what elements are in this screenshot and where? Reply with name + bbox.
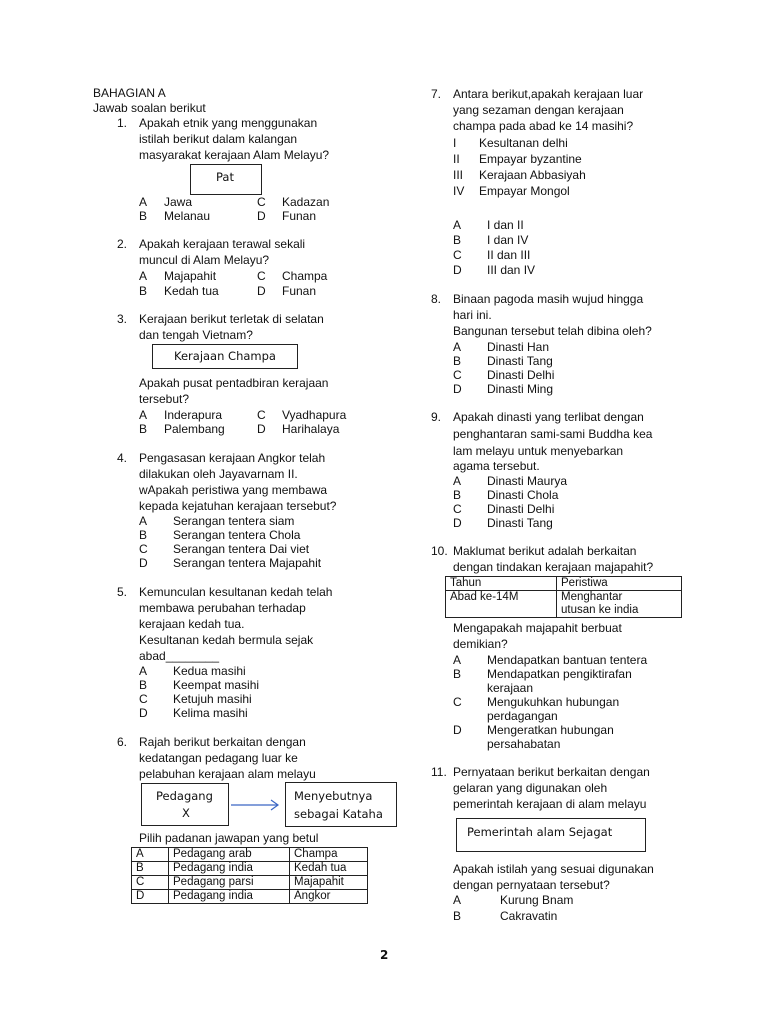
table-cell <box>557 591 682 618</box>
question-text: Maklumat berikut adalah berkaitan <box>453 544 637 558</box>
table-row <box>132 876 368 890</box>
trader-box-text: Pedagang <box>156 789 213 803</box>
table-cell: A <box>132 848 169 862</box>
table-cell: Champa <box>290 848 368 862</box>
question-text: Apakah kerajaan terawal sekali <box>139 237 306 251</box>
question-text: masyarakat kerajaan Alam Melayu? <box>139 148 330 162</box>
question-number: 6. <box>117 735 128 749</box>
question-number: 5. <box>117 585 128 599</box>
question-text: kepada kejatuhan kerajaan tersebut? <box>139 499 337 513</box>
question-text: Bangunan tersebut telah dibina oleh? <box>453 324 652 338</box>
option-text: Dinasti Maurya <box>487 474 568 488</box>
question-text: wApakah peristiwa yang membawa <box>139 483 328 497</box>
question-text: Apakah istilah yang sesuai digunakan <box>453 862 654 876</box>
option-text: I dan IV <box>487 233 529 247</box>
question-text: Pernyataan berikut berkaitan dengan <box>453 765 650 779</box>
arrow-right-icon <box>229 798 285 812</box>
option-letter: A <box>453 340 462 354</box>
option-letter: B <box>453 354 462 368</box>
name-box-text: Menyebutnya <box>294 789 373 803</box>
answer-table <box>131 847 368 904</box>
option-text: Ketujuh masihi <box>173 692 252 706</box>
option-letter: D <box>453 516 462 530</box>
question-text: Kemunculan kesultanan kedah telah <box>139 585 333 599</box>
option-text: Cakravatin <box>500 909 558 923</box>
table-cell: Pedagang parsi <box>169 876 290 890</box>
question-text: kerajaan kedah tua. <box>139 617 245 631</box>
option-letter: C <box>257 269 266 283</box>
option-letter: D <box>257 209 266 223</box>
question-text: istilah berikut dalam kalangan <box>139 132 298 146</box>
option-letter: A <box>139 514 148 528</box>
table-header: Tahun <box>446 577 557 591</box>
question-text: pemerintah kerajaan di alam melayu <box>453 797 647 811</box>
option-text: Dinasti Ming <box>487 382 554 396</box>
table-header: Peristiwa <box>557 577 682 591</box>
table-row <box>132 848 368 862</box>
item-numeral: II <box>453 152 460 166</box>
option-text: Jawa <box>164 195 193 209</box>
table-cell: B <box>132 862 169 876</box>
option-letter: A <box>139 408 148 422</box>
question-number: 8. <box>431 292 442 306</box>
option-text: Dinasti Han <box>487 340 550 354</box>
item-text: Empayar Mongol <box>479 184 570 198</box>
option-text: Dinasti Tang <box>487 354 553 368</box>
item-numeral: III <box>453 168 464 182</box>
question-number: 4. <box>117 451 128 465</box>
table-cell: Pedagang arab <box>169 848 290 862</box>
option-text: Serangan tentera siam <box>173 514 295 528</box>
option-text: Serangan tentera Chola <box>173 528 301 542</box>
option-letter: D <box>257 284 266 298</box>
question-text: muncul di Alam Melayu? <box>139 253 270 267</box>
option-letter: C <box>453 368 462 382</box>
question-text: agama tersebut. <box>453 459 540 473</box>
option-letter: D <box>257 422 266 436</box>
option-letter: C <box>257 195 266 209</box>
option-text: kerajaan <box>487 681 534 695</box>
option-text: Kedah tua <box>164 284 219 298</box>
option-letter: C <box>453 502 462 516</box>
option-letter: A <box>139 664 148 678</box>
option-letter: D <box>453 263 462 277</box>
table-cell: Abad ke-14M <box>446 591 557 618</box>
question-text: dan tengah Vietnam? <box>139 328 253 342</box>
question-text: yang sezaman dengan kerajaan <box>453 103 624 117</box>
question-number: 11. <box>431 765 447 779</box>
question-text: demikian? <box>453 637 508 651</box>
question-text: membawa perubahan terhadap <box>139 601 306 615</box>
table-cell: Kedah tua <box>290 862 368 876</box>
option-letter: B <box>453 488 462 502</box>
option-text: Kedua masihi <box>173 664 246 678</box>
question-text: Binaan pagoda masih wujud hingga <box>453 292 644 306</box>
table-cell: Angkor <box>290 890 368 904</box>
question-text: gelaran yang digunakan oleh <box>453 781 608 795</box>
option-letter: B <box>139 528 148 542</box>
option-text: II dan III <box>487 248 531 262</box>
question-text: pelabuhan kerajaan alam melayu <box>139 767 316 781</box>
question-number: 1. <box>117 116 128 130</box>
instruction: Jawab soalan berikut <box>93 101 206 115</box>
option-text: Mendapatkan pengiktirafan <box>487 667 632 681</box>
table-row <box>132 890 368 904</box>
item-text: Kerajaan Abbasiyah <box>479 168 586 182</box>
name-box-text: sebagai Kataha <box>294 807 383 821</box>
question-text: Pilih padanan jawapan yang betul <box>139 831 319 845</box>
option-letter: B <box>139 284 148 298</box>
info-table <box>445 576 682 618</box>
option-letter: B <box>453 909 462 923</box>
option-text: Kelima masihi <box>173 706 248 720</box>
question-number: 7. <box>431 87 442 101</box>
option-text: Serangan tentera Dai viet <box>173 542 310 556</box>
option-text: Dinasti Tang <box>487 516 553 530</box>
option-letter: B <box>139 209 148 223</box>
table-cell: Pedagang india <box>169 890 290 904</box>
option-text: Mendapatkan bantuan tentera <box>487 653 648 667</box>
question-text: kedatangan pedagang luar ke <box>139 751 298 765</box>
question-number: 3. <box>117 312 128 326</box>
option-letter: A <box>139 195 148 209</box>
question-number: 2. <box>117 237 128 251</box>
option-text: Harihalaya <box>282 422 340 436</box>
section-title: BAHAGIAN A <box>93 86 166 100</box>
table-cell: C <box>132 876 169 890</box>
option-text: Dinasti Delhi <box>487 368 555 382</box>
option-letter: B <box>453 667 462 681</box>
question-text: Kerajaan berikut terletak di selatan <box>139 312 324 326</box>
option-text: Vyadhapura <box>282 408 347 422</box>
question-text: Antara berikut,apakah kerajaan luar <box>453 87 644 101</box>
page-number: 2 <box>380 948 389 962</box>
option-text: persahabatan <box>487 737 561 751</box>
question-text: hari ini. <box>453 308 492 322</box>
question-text: lam melayu untuk menyebarkan <box>453 444 624 458</box>
question-text: Kesultanan kedah bermula sejak <box>139 633 314 647</box>
option-letter: C <box>453 248 462 262</box>
option-letter: A <box>453 893 462 907</box>
option-letter: A <box>453 218 462 232</box>
option-letter: A <box>139 269 148 283</box>
option-letter: C <box>453 695 462 709</box>
option-text: Dinasti Delhi <box>487 502 555 516</box>
item-text: Kesultanan delhi <box>479 136 568 150</box>
option-letter: D <box>139 556 148 570</box>
option-text: Kadazan <box>282 195 330 209</box>
option-letter: B <box>139 422 148 436</box>
option-text: Mengukuhkan hubungan <box>487 695 620 709</box>
option-letter: D <box>453 723 462 737</box>
option-letter: B <box>453 233 462 247</box>
table-cell: D <box>132 890 169 904</box>
table-row <box>446 577 682 591</box>
option-letter: D <box>139 706 148 720</box>
question-number: 10. <box>431 544 448 558</box>
question-text: tersebut? <box>139 392 190 406</box>
question-text: dengan pernyataan tersebut? <box>453 878 610 892</box>
option-text: Palembang <box>164 422 225 436</box>
option-text: Funan <box>282 209 317 223</box>
table-cell: Pedagang india <box>169 862 290 876</box>
item-numeral: IV <box>453 184 465 198</box>
item-numeral: I <box>453 136 457 150</box>
option-text: Inderapura <box>164 408 223 422</box>
term-box-text: Pat <box>216 170 234 184</box>
question-text: dilakukan oleh Jayavarnam II. <box>139 467 298 481</box>
option-letter: C <box>139 692 148 706</box>
option-text: Melanau <box>164 209 211 223</box>
question-text: Mengapakah majapahit berbuat <box>453 621 622 635</box>
option-letter: B <box>139 678 148 692</box>
option-letter: C <box>257 408 266 422</box>
option-text: I dan II <box>487 218 524 232</box>
option-text: Serangan tentera Majapahit <box>173 556 322 570</box>
question-text: Pengasasan kerajaan Angkor telah <box>139 451 326 465</box>
question-text: abad________ <box>139 649 220 663</box>
option-text: perdagangan <box>487 709 558 723</box>
question-text: Apakah pusat pentadbiran kerajaan <box>139 376 329 390</box>
title-box-text: Pemerintah alam Sejagat <box>467 825 613 839</box>
option-text: III dan IV <box>487 263 536 277</box>
option-text: Majapahit <box>164 269 217 283</box>
option-letter: D <box>453 382 462 396</box>
trader-box-text: X <box>182 806 190 820</box>
option-letter: A <box>453 474 462 488</box>
table-row <box>446 591 682 618</box>
option-text: Keempat masihi <box>173 678 260 692</box>
option-letter: A <box>453 653 462 667</box>
table-cell-line: Menghantar <box>561 591 623 603</box>
option-text: Kurung Bnam <box>500 893 574 907</box>
option-text: Funan <box>282 284 317 298</box>
question-text: champa pada abad ke 14 masihi? <box>453 119 634 133</box>
question-text: penghantaran sami-sami Buddha kea <box>453 427 653 441</box>
option-text: Dinasti Chola <box>487 488 559 502</box>
option-text: Champa <box>282 269 328 283</box>
question-text: Rajah berikut berkaitan dengan <box>139 735 306 749</box>
question-number: 9. <box>431 410 442 424</box>
option-text: Mengeratkan hubungan <box>487 723 614 737</box>
kingdom-box-text: Kerajaan Champa <box>174 349 276 363</box>
question-text: dengan tindakan kerajaan majapahit? <box>453 560 654 574</box>
question-text: Apakah etnik yang menggunakan <box>139 116 318 130</box>
table-row <box>132 862 368 876</box>
table-cell-line: utusan ke india <box>561 604 639 616</box>
question-text: Apakah dinasti yang terlibat dengan <box>453 410 644 424</box>
option-letter: C <box>139 542 148 556</box>
table-cell: Majapahit <box>290 876 368 890</box>
item-text: Empayar byzantine <box>479 152 582 166</box>
